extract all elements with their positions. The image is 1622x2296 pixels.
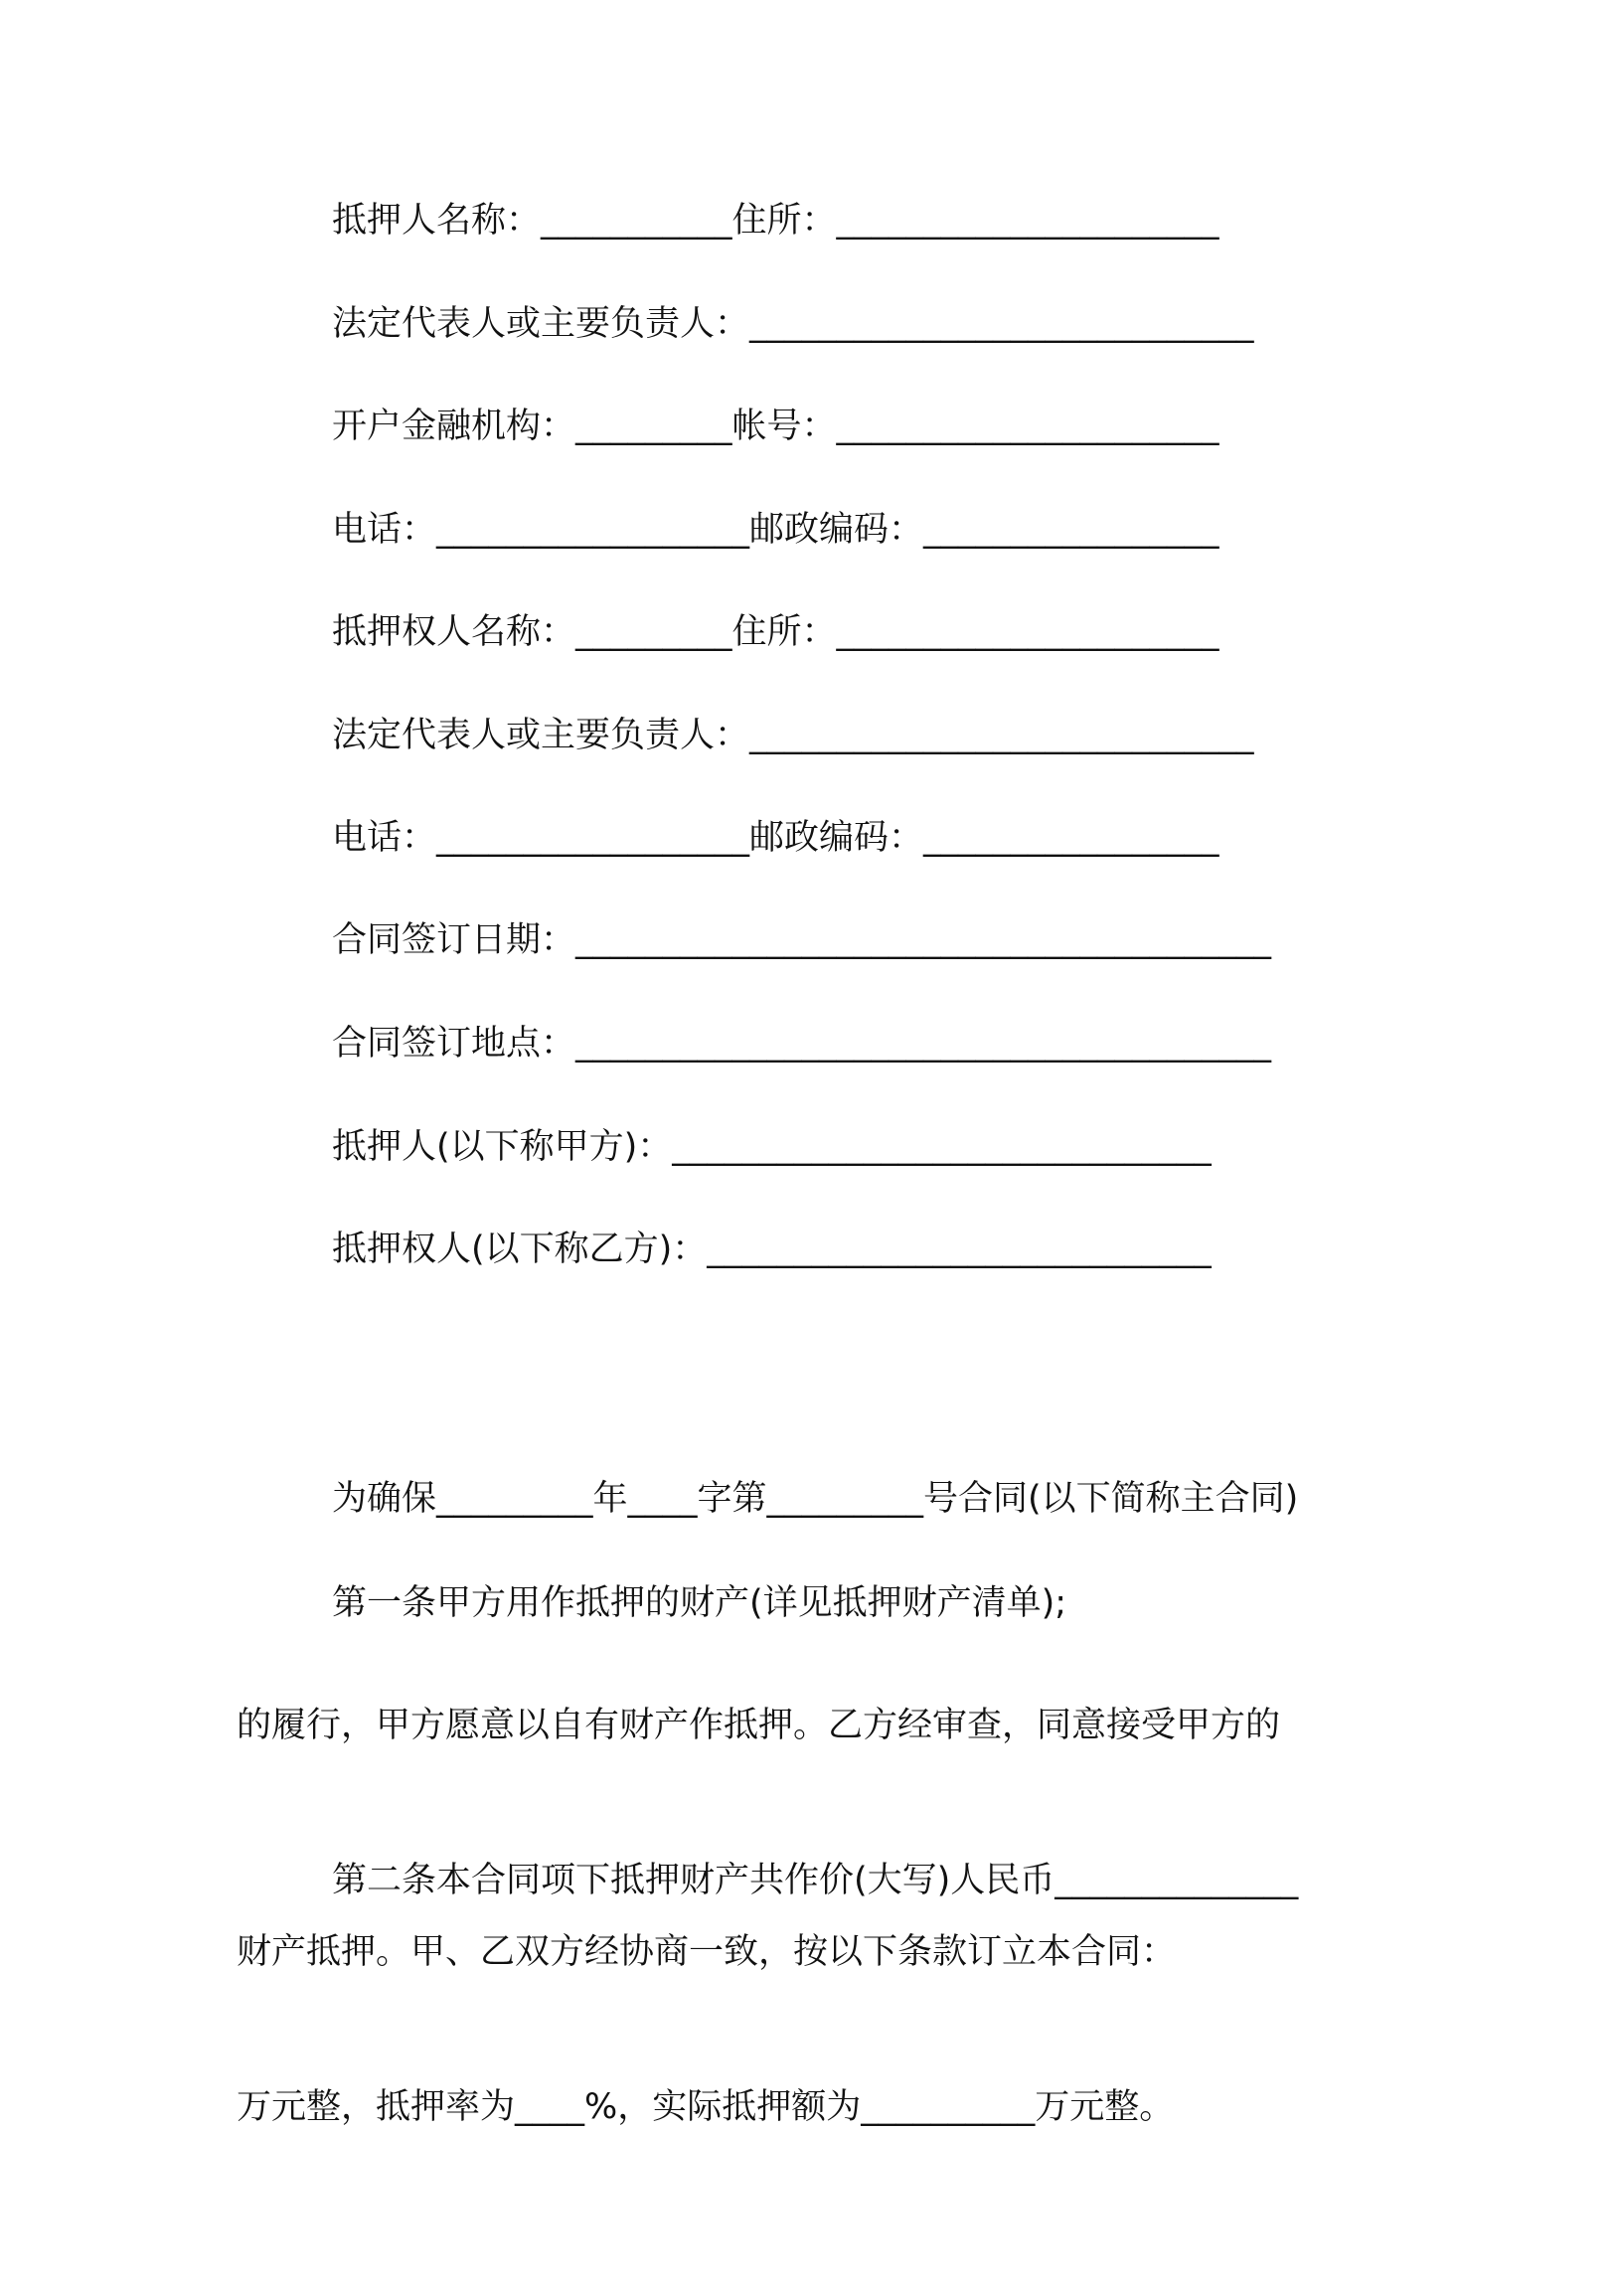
intro-line-1: 为确保_________年____字第_________号合同(以下简称主合同) bbox=[332, 1479, 1299, 1519]
article-2-paragraph bbox=[237, 1692, 1389, 2296]
article-2-line-2: 万元整，抵押率为____%，实际抵押额为__________万元整。 bbox=[237, 2087, 1175, 2127]
mortgagee-name-address-line: 抵押权人名称：_________住所：______________________ bbox=[332, 612, 1219, 652]
contract-signing-place-line: 合同签订地点：________________________________________ bbox=[332, 1024, 1272, 1064]
mortgagee-phone-postcode-line: 电话：__________________邮政编码：_________________ bbox=[332, 818, 1219, 858]
mortgagor-phone-postcode-line: 电话：__________________邮政编码：_________________ bbox=[332, 510, 1219, 550]
party-b-line: 抵押权人(以下称乙方)：_____________________________ bbox=[332, 1230, 1212, 1269]
party-a-line: 抵押人(以下称甲方)：_______________________________ bbox=[332, 1127, 1212, 1167]
intro-line-2: 的履行，甲方愿意以自有财产作抵押。乙方经审查，同意接受甲方的 bbox=[237, 1706, 1281, 1745]
contract-signing-date-line: 合同签订日期：________________________________________ bbox=[332, 920, 1272, 960]
mortgagor-bank-account-line: 开户金融机构：_________帐号：______________________ bbox=[332, 407, 1219, 446]
mortgagor-legal-representative-line: 法定代表人或主要负责人：_____________________________ bbox=[332, 304, 1254, 344]
article-1: 第一条甲方用作抵押的财产(详见抵押财产清单); bbox=[332, 1583, 1067, 1623]
intro-line-3: 财产抵押。甲、乙双方经协商一致，按以下条款订立本合同： bbox=[237, 1932, 1177, 1972]
article-2-line-1: 第二条本合同项下抵押财产共作价(大写)人民币______________ bbox=[332, 1861, 1299, 1900]
mortgagor-name-address-line: 抵押人名称：___________住所：______________________ bbox=[332, 201, 1219, 241]
mortgagee-legal-representative-line: 法定代表人或主要负责人：_____________________________ bbox=[332, 716, 1254, 755]
